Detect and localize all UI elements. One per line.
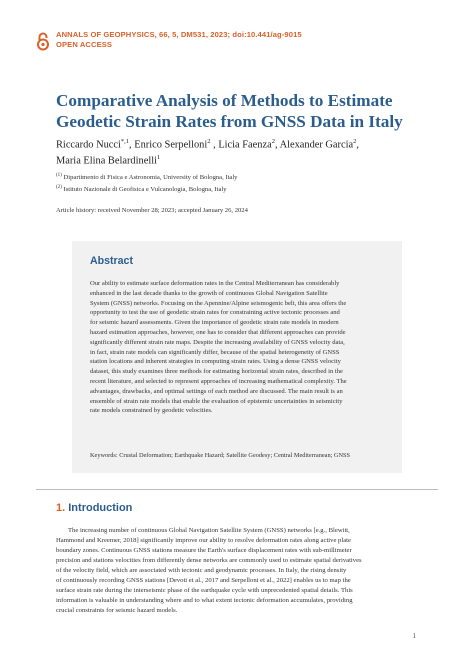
author-separator: ,: [129, 139, 135, 151]
abstract-line: in fact, strain rate models can significantly differ, because of the spatial heterogeneity of GNSS: [90, 348, 340, 356]
affiliation-item: [56, 183, 237, 195]
intro-line: of continuously recording GNSS stations [Devoti et al., 2017 and Serpelloni et al., 2022] enables us to map the: [56, 577, 351, 584]
intro-line: surface strain rate during the interseismic phase of the earthquake cycle with unprecedented spatial details. This: [56, 587, 353, 594]
affiliation-text: Istituto Nazionale di Geofisica e Vulcanologia, Bologna, Italy: [63, 186, 227, 194]
author-separator: ,: [356, 139, 359, 151]
intro-line: precision and stations velocities from differently dense networks are commonly used to estimate spatial derivatives: [56, 557, 362, 564]
author-list: [56, 135, 436, 168]
abstract-heading: Abstract: [90, 255, 133, 267]
author-name: Enrico Serpelloni: [134, 139, 208, 151]
abstract-line: Our ability to estimate surface deformation rates in the Central Mediterranean has considerably: [90, 280, 340, 287]
section-heading: [56, 502, 132, 514]
affiliation-number: (1): [56, 173, 62, 178]
intro-line: crucial constraints for seismic hazard models.: [56, 607, 178, 614]
intro-line: information is valuable in understanding where and to what extent tectonic deformation accumulates, providing: [56, 597, 353, 604]
author-name: Alexander Garcia: [279, 139, 354, 151]
title-line-2: Geodetic Strain Rates from GNSS Data in Italy: [56, 112, 403, 131]
author-affil-mark: 1: [156, 154, 161, 162]
abstract-line: advantages, drawbacks, and optimal settings of each method are discussed. The main result is an: [90, 387, 343, 395]
article-history: Article history: received November 28; 2023; accepted January 26, 2024: [56, 207, 248, 214]
intro-line: The increasing number of continuous Global Navigation Satellite System (GNSS) networks [e.g., Blewitt,: [68, 527, 350, 534]
affiliation-item: [56, 171, 237, 183]
author-name: Riccardo Nucci: [56, 139, 121, 151]
abstract-line: dataset, this study examines three methods for estimating horizontal strain rates, described in the: [90, 368, 343, 376]
author-name: Maria Elina Belardinelli: [56, 155, 157, 167]
introduction-body: [56, 526, 418, 616]
intro-line: boundary zones. Continuous GNSS stations measure the Earth's surface displacement rates with sub-millimeter: [56, 547, 352, 554]
abstract-line: hazard estimation approaches, however, one has to consider that different approaches can provide: [90, 328, 346, 336]
intro-line: Hammond and Kreemer, 2018] significantly improve our ability to resolve deformation rates along active plate: [56, 537, 351, 544]
abstract-line: rate models constrained by geodetic velocities.: [90, 407, 213, 415]
abstract-body: [90, 279, 388, 416]
author-name: Licia Faenza: [218, 139, 272, 151]
journal-citation: ANNALS OF GEOPHYSICS, 66, 5, DM531, 2023; doi:10.441/ag-9015: [56, 30, 302, 39]
affiliation-number: (2): [56, 185, 62, 191]
open-access-label: OPEN ACCESS: [56, 40, 113, 49]
section-title: Introduction: [68, 502, 133, 514]
abstract-line: ensemble of strain rate models that enable the evaluation of epistemic uncertainties in seismicity: [90, 397, 343, 405]
author-affil-mark: 2: [271, 138, 275, 145]
abstract-line: System (GNSS) networks. Focusing on the Apennine/Alpine seismogenic belt, this area offers the: [90, 299, 347, 307]
abstract-box: [72, 241, 402, 473]
page-number: 1: [412, 632, 416, 640]
author-affil-mark: 2: [207, 138, 211, 145]
abstract-line: significantly different strain rate maps. Despite the increasing availability of GNSS velocity data,: [90, 338, 345, 346]
abstract-line: for seismic hazard assessments. Given the importance of geodetic strain rate models in modern: [90, 319, 339, 327]
author-affil-mark: *,1: [120, 138, 130, 145]
abstract-line: recent literature, and selected to represent approaches of increasing mathematical complexity. The: [90, 377, 347, 385]
title-line-1: Comparative Analysis of Methods to Estimate: [56, 91, 393, 110]
author-separator: ,: [210, 139, 219, 151]
keywords: Keywords: Crustal Deformation; Earthquake Hazard; Satellite Geodesy; Central Mediterranean; GNSS: [90, 452, 351, 459]
open-access-lock-icon: [36, 31, 50, 51]
abstract-line: enhanced in the last decade thanks to the growth of continuous Global Navigation Satellite: [90, 289, 328, 297]
section-divider: [36, 489, 438, 490]
affiliation-text: Dipartimento di Fisica e Astronomia, University of Bologna, Italy: [63, 174, 238, 182]
section-number: 1.: [56, 502, 66, 514]
affiliations: [56, 171, 237, 195]
journal-header: [36, 30, 302, 51]
abstract-line: station locations and inherent strategies in computing strain rates. Using a dense GNSS velocity: [90, 358, 341, 366]
author-affil-mark: 2: [353, 138, 357, 145]
intro-line: of the velocity field, which are associated with tectonic and geodynamic processes. In Italy, the rising density: [56, 567, 347, 574]
paper-title: [56, 90, 436, 132]
author-separator: ,: [274, 139, 280, 151]
abstract-line: opportunity to test the use of geodetic strain rates for constraining active tectonic processes and: [90, 309, 340, 317]
